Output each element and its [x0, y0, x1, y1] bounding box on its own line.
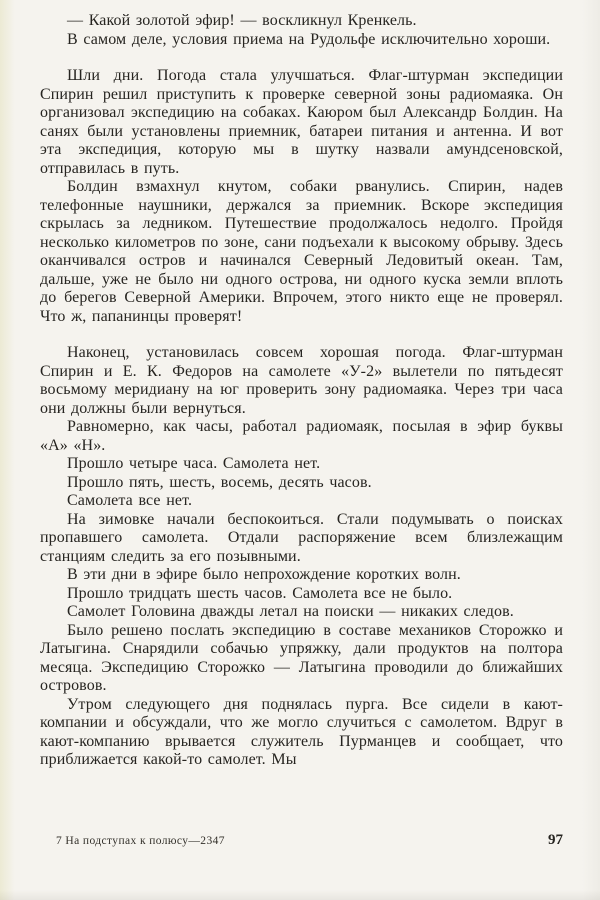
paragraph: Болдин взмахнул кнутом, собаки рванулись. Спирин, надев телефонные наушники, держался за приемник. Вскоре экспедиция скрылась за ледником. Путешествие продолжалось недолго. Пройдя несколько километров по зоне, сани подъехали к высокому обрыву. Здесь оканчивался остров и начинался Северный Ледовитый океан. Там, дальше, уже не было ни одного острова, ни одного куска земли вплоть до берегов Северной Америки. Впрочем, этого никто еще не проверял. Что ж, папанинцы проверят!: [40, 178, 563, 325]
paragraph: Самолет Головина дважды летал на поиски — никаких следов.: [67, 603, 514, 620]
paragraph: Наконец, установилась совсем хорошая погода. Флаг-штурман Спирин и Е. К. Федоров на самолете «У-2» вылетели по пятьдесят восьмому меридиану на юг проверить зону радиомаяка. Через три часа они должны были вернуться.: [40, 344, 563, 417]
page-footer: [56, 832, 563, 849]
page-number: 97: [548, 832, 563, 848]
paragraph: В самом деле, условия приема на Рудольфе исключительно хороши.: [67, 30, 551, 48]
paragraph: Шли дни. Погода стала улучшаться. Флаг-штурман экспедиции Спирин решил приступить к проверке северной зоны радиомаяка. Он организовал экспедицию на собаках. Каюром был Александр Болдин. На санях были установлены приемник, батареи питания и антенна. И вот эта экспедиция, которую мы в шутку назвали амундсеновской, отправилась в путь.: [40, 67, 563, 177]
paragraph: Равномерно, как часы, работал радиомаяк, посылая в эфир буквы «А» «Н».: [40, 418, 563, 454]
paragraph: Было решено послать экспедицию в составе механиков Сторожко и Латыгина. Снарядили собачью упряжку, дали продуктов на полтора месяца. Экспедицию Сторожко — Латыгина проводили до ближайших островов.: [40, 621, 563, 694]
paragraph: Самолета все нет.: [67, 492, 193, 509]
paragraph: Прошло пять, шесть, восемь, десять часов.: [67, 473, 372, 491]
paragraph: В эти дни в эфире было непрохождение коротких волн.: [67, 566, 461, 583]
paragraph: Прошло тридцать шесть часов. Самолета все не было.: [67, 584, 453, 602]
paragraph: Прошло четыре часа. Самолета нет.: [67, 455, 321, 472]
paragraph: — Какой золотой эфир! — воскликнул Кренкель.: [67, 12, 417, 29]
paragraph: На зимовке начали беспокоиться. Стали подумывать о поисках пропавшего самолета. Отдали распоряжение всем близлежащим станциям следить за его позывными.: [40, 510, 563, 565]
paragraph: Утром следующего дня поднялась пурга. Все сидели в кают-компании и обсуждали, что же могло случиться с самолетом. Вдруг в кают-компанию врывается служитель Пурманцев и сообщает, что приближается какой-то самолет. Мы: [40, 695, 563, 768]
page-text: [40, 12, 563, 770]
printer-signature-note: 7 На подступах к полюсу—2347: [56, 835, 225, 847]
